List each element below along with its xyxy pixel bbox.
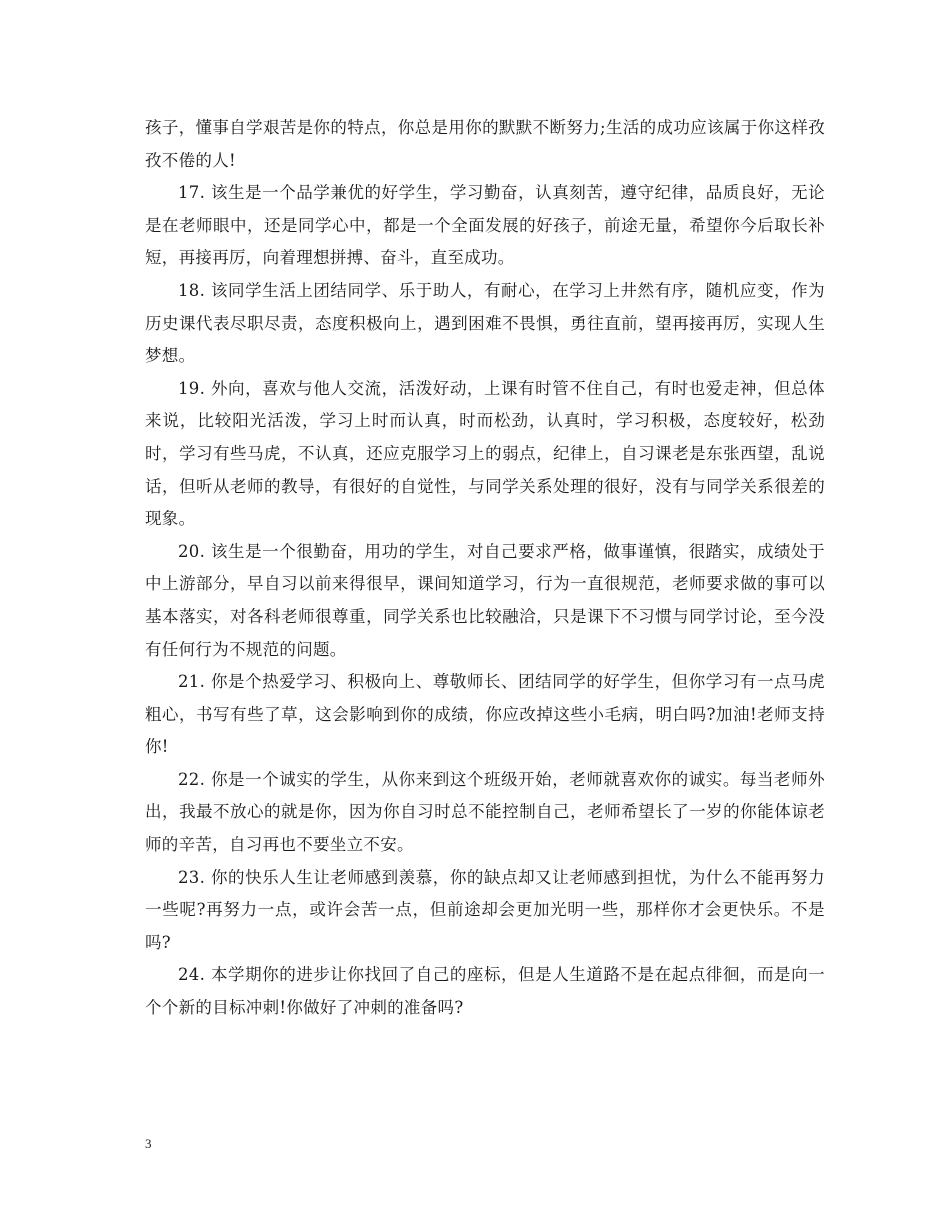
page-number: 3 [145,1136,152,1151]
paragraph-19: 19. 外向，喜欢与他人交流，活泼好动，上课有时管不住自己，有时也爱走神，但总体来说，比较阳光活泼，学习上时而认真，时而松劲，认真时，学习积极，态度较好，松劲时，学习有些马虎，不认真，还应克服学习上的弱点，纪律上，自习课老是东张西望，乱说话，但听从老师的教导，有很好的自觉性，与同学关系处理的很好，没有与同学关系很差的现象。 [145,378,825,529]
paragraph-20: 20. 该生是一个很勤奋，用功的学生，对自己要求严格，做事谨慎，很踏实，成绩处于中上游部分，早自习以前来得很早，课间知道学习，行为一直很规范，老师要求做的事可以基本落实，对各科老师很尊重，同学关系也比较融洽，只是课下不习惯与同学讨论，至今没有任何行为不规范的问题。 [145,541,825,659]
paragraph-22: 22. 你是一个诚实的学生，从你来到这个班级开始，老师就喜欢你的诚实。每当老师外出，我最不放心的就是你，因为你自习时总不能控制自己，老师希望长了一岁的你能体谅老师的辛苦，自习再也不要坐立不安。 [145,769,825,855]
paragraph-23: 23. 你的快乐人生让老师感到羡慕，你的缺点却又让老师感到担忧，为什么不能再努力一些呢?再努力一点，或许会苦一点，但前途却会更加光明一些，那样你才会更快乐。不是吗? [145,867,825,952]
paragraph-18: 18. 该同学生活上团结同学、乐于助人，有耐心，在学习上井然有序，随机应变，作为历史课代表尽职尽责，态度积极向上，遇到困难不畏惧，勇往直前，望再接再厉，实现人生梦想。 [145,280,825,366]
document-body [145,112,825,1025]
paragraph-17: 17. 该生是一个品学兼优的好学生，学习勤奋，认真刻苦，遵守纪律，品质良好，无论是在老师眼中，还是同学心中，都是一个全面发展的好孩子，前途无量，希望你今后取长补短，再接再厉，向着理想拼搏、奋斗，直至成功。 [145,183,825,268]
paragraph-continuation: 孩子，懂事自学艰苦是你的特点，你总是用你的默默不断努力;生活的成功应该属于你这样孜孜不倦的人! [145,118,825,170]
paragraph-24: 24. 本学期你的进步让你找回了自己的座标，但是人生道路不是在起点徘徊，而是向一个个新的目标冲刺!你做好了冲刺的准备吗? [145,965,825,1018]
paragraph-21: 21. 你是个热爱学习、积极向上、尊敬师长、团结同学的好学生，但你学习有一点马虎粗心，书写有些了草，这会影响到你的成绩，你应改掉这些小毛病，明白吗?加油!老师支持你! [145,672,825,757]
